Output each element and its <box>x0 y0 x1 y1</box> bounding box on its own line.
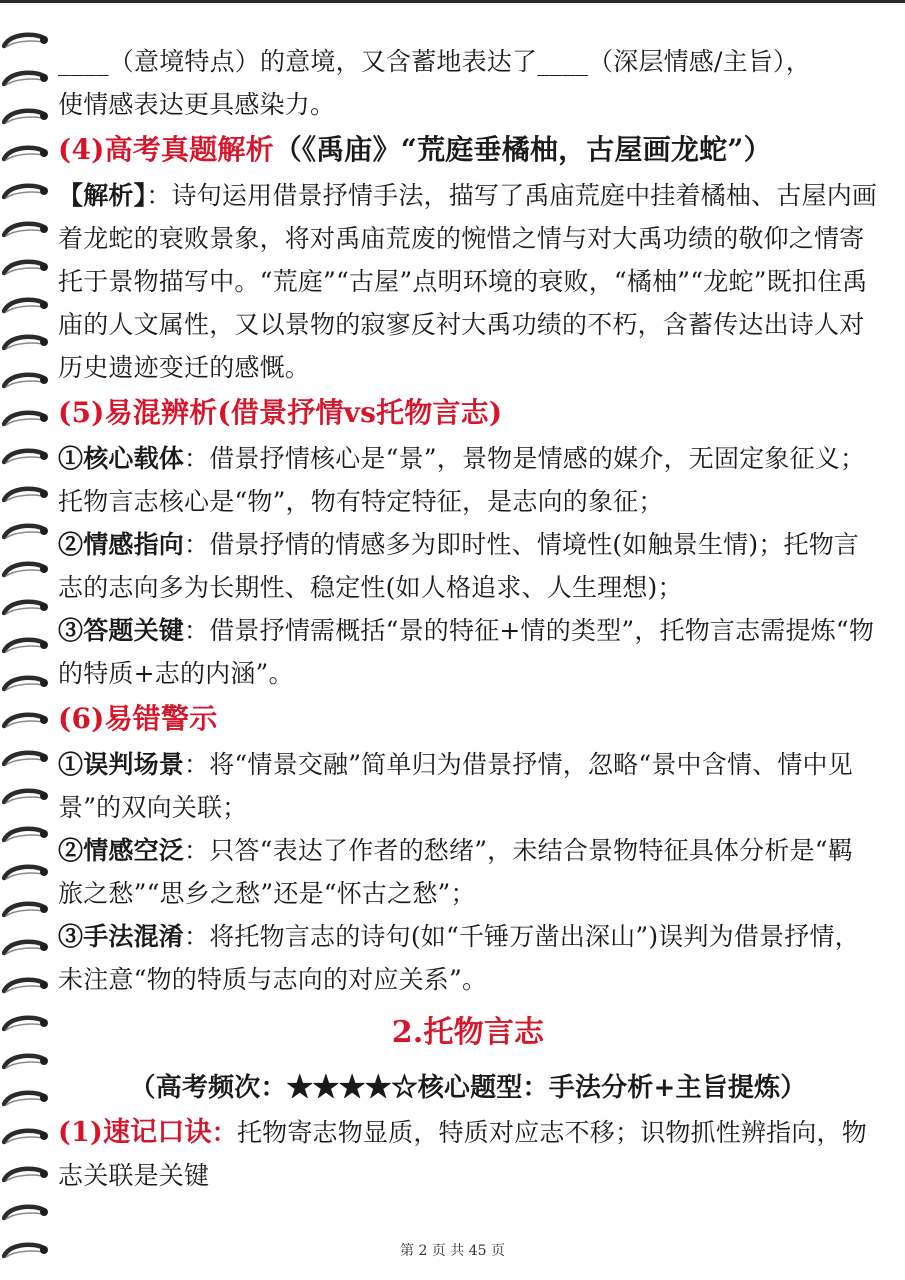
analysis-text: ：诗句运用借景抒情手法，描写了禹庙荒庭中挂着橘柚、古屋内画着龙蛇的衰败景象，将对禹庙荒废的惋惜之情与对大禹功绩的敬仰之情寄托于景物描写中。“荒庭”“古屋”点明环境的衰败，“橘柚”“龙蛇”既扣住禹庙的人文属性，又以景物的寂寥反衬大禹功绩的不朽，含蓄传达出诗人对历史遗迹变迁的感慨。 <box>58 181 878 382</box>
item-label: ②情感空泛 <box>58 836 185 865</box>
section-5-item-1 <box>58 437 878 523</box>
section-6-heading <box>58 695 878 743</box>
section-6-item-2 <box>58 829 878 915</box>
item-label: ②情感指向 <box>58 530 185 559</box>
binding-ring-icon <box>2 1088 48 1110</box>
binding-ring-icon <box>2 559 48 581</box>
binding-ring-icon <box>2 332 48 354</box>
mnemonic-title: 速记口诀 <box>102 1117 212 1148</box>
binding-ring-icon <box>2 521 48 543</box>
binding-ring-icon <box>2 673 48 695</box>
section-4-title: 高考真题解析 <box>104 133 274 166</box>
item-text: ：借景抒情需概括“景的特征+情的类型”，托物言志需提炼“物的特质+志的内涵”。 <box>58 616 875 688</box>
item-text: ：只答“表达了作者的愁绪”，未结合景物特征具体分析是“羁旅之愁”“思乡之愁”还是“怀古之愁”； <box>58 836 853 908</box>
section-5-item-3 <box>58 609 878 695</box>
section-5-heading <box>58 389 878 437</box>
binding-ring-icon <box>2 484 48 506</box>
continuation-line-1: ____（意境特点）的意境，又含蓄地表达了____（深层情感/主旨）， <box>58 47 811 76</box>
continuation-line-2: 使情感表达更具感染力。 <box>58 90 336 119</box>
spiral-binding-icon <box>0 0 60 1280</box>
section-4-number: (4) <box>58 133 105 166</box>
binding-ring-icon <box>2 748 48 770</box>
item-label: ①核心载体 <box>58 444 185 473</box>
item-label: ③手法混淆 <box>58 922 185 951</box>
binding-ring-icon <box>2 295 48 317</box>
binding-ring-icon <box>2 68 48 90</box>
binding-ring-icon <box>2 143 48 165</box>
item-text: ：借景抒情核心是“景”，景物是情感的媒介，无固定象征义；托物言志核心是“物”，物有特定特征，是志向的象征； <box>58 444 866 516</box>
binding-ring-icon <box>2 710 48 732</box>
section-2-title: 2.托物言志 <box>391 1015 545 1050</box>
page-number: 第 2 页 共 45 页 <box>400 1243 505 1259</box>
mnemonic-text: 托物寄志物显质，特质对应志不移；识物抓性辨指向，物志关联是关键 <box>58 1118 867 1190</box>
section-6-title: 易错警示 <box>104 702 218 735</box>
item-text: ：借景抒情的情感多为即时性、情境性(如触景生情)；托物言志的志向多为长期性、稳定性(如人格追求、人生理想)； <box>58 530 860 602</box>
analysis-label: 【解析】 <box>58 181 147 210</box>
binding-ring-icon <box>2 446 48 468</box>
binding-ring-icon <box>2 824 48 846</box>
item-text: ：将托物言志的诗句(如“千锤万凿出深山”)误判为借景抒情，未注意“物的特质与志向的对应关系”。 <box>58 922 860 994</box>
section-5-number: (5) <box>58 396 105 429</box>
binding-ring-icon <box>2 786 48 808</box>
binding-ring-icon <box>2 370 48 392</box>
binding-ring-icon <box>2 30 48 52</box>
section-6-item-3 <box>58 915 878 1001</box>
section-5-item-2 <box>58 523 878 609</box>
binding-ring-icon <box>2 219 48 241</box>
binding-ring-icon <box>2 597 48 619</box>
section-2-mnemonic <box>58 1111 878 1197</box>
binding-ring-icon <box>2 1164 48 1186</box>
top-rule <box>0 0 905 3</box>
binding-ring-icon <box>2 1202 48 1224</box>
binding-ring-icon <box>2 1051 48 1073</box>
item-text: ：将“情景交融”简单归为借景抒情，忽略“景中含情、情中见景”的双向关联； <box>58 750 853 822</box>
binding-ring-icon <box>2 257 48 279</box>
binding-ring-icon <box>2 1126 48 1148</box>
section-4-heading <box>58 126 878 174</box>
binding-ring-icon <box>2 862 48 884</box>
binding-ring-icon <box>2 106 48 128</box>
binding-ring-icon <box>2 408 48 430</box>
mnemonic-number: (1) <box>58 1117 103 1148</box>
section-2-subtitle: （高考频次：★★★★☆核心题型：手法分析+主旨提炼） <box>129 1073 807 1103</box>
section-5-title: 易混辨析(借景抒情vs托物言志) <box>104 396 503 429</box>
binding-ring-icon <box>2 1013 48 1035</box>
section-4-quote: （《禹庙》“荒庭垂橘柚，古屋画龙蛇”） <box>273 133 772 166</box>
item-label: ①误判场景 <box>58 750 185 779</box>
binding-ring-icon <box>2 975 48 997</box>
binding-ring-icon <box>2 899 48 921</box>
document-page <box>58 40 878 1197</box>
section-6-item-1 <box>58 743 878 829</box>
mnemonic-sep: ： <box>211 1118 237 1147</box>
binding-ring-icon <box>2 181 48 203</box>
binding-ring-icon <box>2 635 48 657</box>
section-6-number: (6) <box>58 702 105 735</box>
item-label: ③答题关键 <box>58 616 185 645</box>
section-4-analysis <box>58 174 878 389</box>
binding-ring-icon <box>2 937 48 959</box>
